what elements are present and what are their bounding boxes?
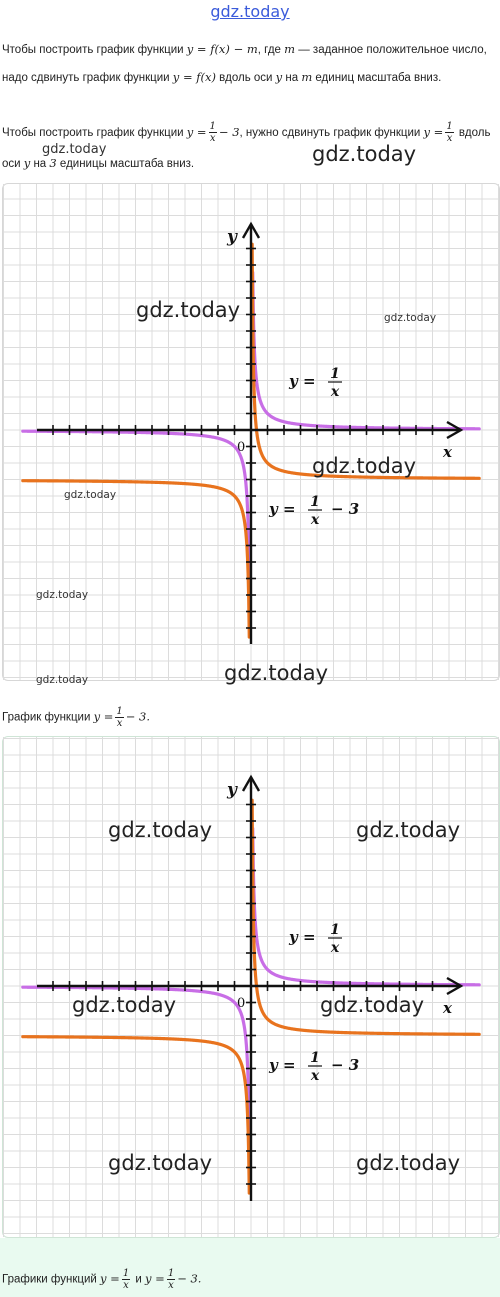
label-reciprocal-fraction-denominator: x	[330, 384, 340, 400]
formula-y: y	[275, 70, 283, 84]
intro-text: вдоль оси	[2, 127, 491, 170]
watermark: gdz.today	[72, 993, 177, 1017]
fraction-numerator: 1	[209, 121, 216, 133]
label-shifted-y: y =	[269, 1056, 296, 1074]
fraction	[122, 1268, 130, 1291]
label-reciprocal-fraction-numerator: 1	[330, 366, 340, 382]
intro-text: на	[30, 158, 50, 170]
label-reciprocal-y: y =	[289, 928, 316, 946]
intro-text: Чтобы построить график функции	[2, 44, 187, 56]
series-line-shifted-branch-1	[23, 481, 249, 637]
caption-text: График функции	[2, 711, 94, 724]
intro-text: — заданное положительное число, надо сдвинуть график функции	[2, 44, 487, 84]
watermark: gdz.today	[320, 993, 425, 1017]
x-axis-label: x	[443, 999, 452, 1017]
intro-text: вдоль оси	[215, 72, 276, 84]
series-line-reciprocal-branch-2	[253, 272, 479, 428]
intro-text: единиц масштаба вниз.	[312, 72, 442, 84]
caption-text: и	[132, 1273, 146, 1286]
series-line-reciprocal-branch-2	[253, 828, 479, 984]
label-reciprocal-y: y =	[289, 372, 316, 390]
formula-fx: y = f(x)	[172, 70, 216, 84]
watermark: gdz.today	[108, 818, 213, 842]
formula-m: m	[301, 70, 313, 84]
label-shifted-minus: − 3	[331, 1056, 360, 1074]
watermark: gdz.today	[42, 142, 107, 157]
fraction	[167, 1268, 175, 1291]
formula-y: y	[23, 156, 31, 170]
fraction	[209, 121, 217, 144]
watermark: gdz.today	[312, 142, 417, 166]
formula-shift: y = f(x) − m	[186, 42, 258, 56]
label-reciprocal-fraction-numerator: 1	[330, 922, 340, 938]
watermark: gdz.today	[356, 818, 461, 842]
label-shifted-minus: − 3	[331, 500, 360, 518]
formula-tail: − 3.	[125, 709, 151, 724]
label-shifted-fraction-numerator: 1	[310, 1050, 320, 1066]
intro-text: , где	[257, 44, 285, 56]
fraction-denominator: x	[168, 1280, 174, 1291]
fraction-numerator: 1	[116, 706, 123, 717]
y-axis-label: y	[227, 780, 237, 800]
label-shifted-fraction-denominator: x	[310, 1068, 320, 1084]
label-shifted-y: y =	[269, 500, 296, 518]
site-brand-link[interactable]: gdz.today	[210, 2, 290, 21]
watermark: gdz.today	[356, 1151, 461, 1175]
watermark: gdz.today	[384, 312, 437, 324]
intro-text: единицы масштаба вниз.	[56, 158, 195, 170]
formula-y: y =	[423, 125, 444, 139]
origin-label: 0	[237, 996, 246, 1011]
formula-m: m	[284, 42, 296, 56]
watermark: gdz.today	[36, 674, 89, 686]
watermark: gdz.today	[36, 589, 89, 601]
fraction	[445, 121, 453, 144]
graph-1-svg	[3, 184, 499, 680]
fraction	[115, 706, 123, 729]
label-shifted-fraction-denominator: x	[310, 512, 320, 528]
series-line-reciprocal-branch-1	[23, 431, 249, 587]
intro-text: , нужно сдвинуть график функции	[239, 127, 424, 139]
formula-tail: − 3.	[177, 1271, 202, 1286]
fraction-numerator: 1	[446, 121, 453, 133]
y-axis-label: y	[227, 227, 237, 247]
fraction-denominator: x	[116, 718, 123, 729]
caption-text: Графики функций	[2, 1273, 101, 1286]
label-shifted-fraction-numerator: 1	[310, 494, 320, 510]
label-reciprocal-fraction-denominator: x	[330, 940, 340, 956]
intro-paragraph-1	[2, 36, 496, 92]
origin-label: 0	[237, 440, 246, 455]
formula-y: y =	[100, 1271, 120, 1286]
watermark: gdz.today	[108, 1151, 213, 1175]
intro-text: Чтобы построить график функции	[2, 127, 187, 139]
fraction-denominator: x	[446, 133, 453, 145]
formula-three: 3	[49, 156, 57, 170]
formula-minus: − 3	[218, 125, 240, 139]
fraction-denominator: x	[209, 133, 216, 145]
watermark: gdz.today	[136, 298, 241, 322]
watermark: gdz.today	[64, 489, 117, 501]
fraction-denominator: x	[123, 1280, 129, 1291]
formula-y: y =	[186, 125, 207, 139]
intro-text: на	[282, 72, 302, 84]
fraction-numerator: 1	[122, 1268, 130, 1279]
watermark: gdz.today	[224, 661, 329, 685]
graph-panel-1	[2, 183, 500, 681]
formula-y: y =	[93, 709, 114, 724]
formula-y: y =	[145, 1271, 165, 1286]
watermark: gdz.today	[312, 454, 417, 478]
x-axis-label: x	[443, 443, 452, 461]
fraction-numerator: 1	[167, 1268, 175, 1279]
caption-1	[2, 706, 150, 729]
caption-2	[2, 1268, 201, 1291]
